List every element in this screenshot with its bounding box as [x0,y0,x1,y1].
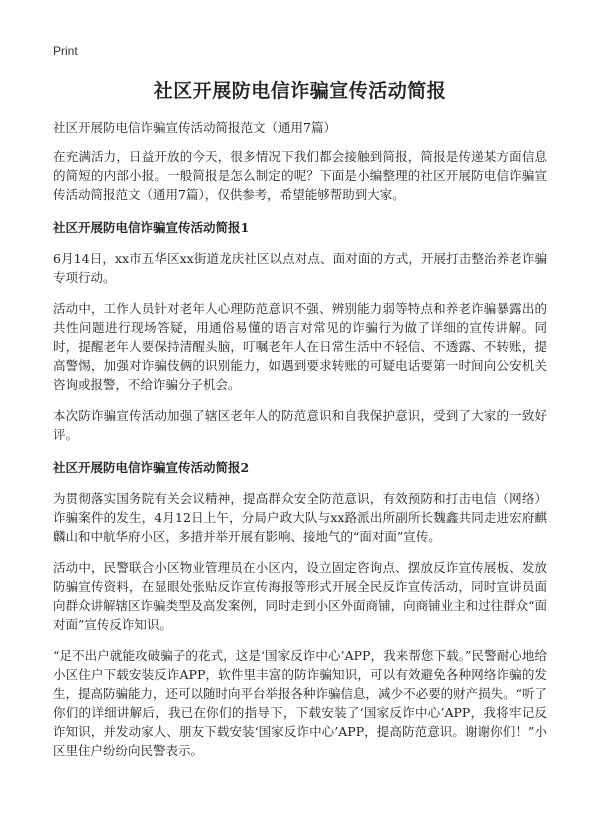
section-1-paragraph-2: 活动中，工作人员针对老年人心理防范意识不强、辨别能力弱等特点和养老诈骗暴露出的共性问题进行现场答疑，用通俗易懂的语言对常见的诈骗行为做了详细的宣传讲解。同时，提醒老年人要保持清醒头脑，叮嘱老年人在日常生活中不轻信、不透露、不转账，提高警惕，加强对诈骗伎俩的识别能力，如遇到要求转账的可疑电话要第一时间向公安机关咨询或报警，不给诈骗分子机会。 [53,301,547,392]
section-1-paragraph-3: 本次防诈骗宣传活动加强了辖区老年人的防范意识和自我保护意识，受到了大家的一致好评。 [53,408,547,442]
section-heading-1: 社区开展防电信诈骗宣传活动简报1 [53,220,250,235]
section-heading-2: 社区开展防电信诈骗宣传活动简报2 [53,460,250,475]
print-link[interactable]: Print [53,44,78,58]
article-title: 社区开展防电信诈骗宣传活动简报 [153,80,447,102]
article-subtitle: 社区开展防电信诈骗宣传活动简报范文（通用7篇） [53,120,336,135]
intro-paragraph: 在充满活力，日益开放的今天，很多情况下我们都会接触到简报，简报是传递某方面信息的简短的内部小报。一般简报是怎么制定的呢？下面是小编整理的社区开展防电信诈骗宣传活动简报范文（通用7篇），仅供参考，希望能够帮助到大家。 [53,149,547,202]
section-1-paragraph-1: 6月14日，xx市五华区xx街道龙庆社区以点对点、面对面的方式，开展打击整治养老诈骗专项行动。 [53,251,547,285]
section-2-paragraph-2: 活动中，民警联合小区物业管理员在小区内，设立固定咨询点、摆放反诈宣传展板、发放防骗宣传资料，在显眼处张贴反诈宣传海报等形式开展全民反诈宣传活动，同时宣讲员面向群众讲解辖区诈骗类型及高发案例，同时走到小区外面商铺，向商铺业主和过往群众“面对面”宣传反诈知识。 [53,560,547,632]
section-2-paragraph-3: “足不出户就能攻破骗子的花式，这是‘国家反诈中心’APP，我来帮您下载。”民警耐心地给小区住户下载安装反诈APP，软件里丰富的防诈骗知识，可以有效避免各种网络诈骗的发生，提高防骗能力，还可以随时向平台举报各种诈骗信息，减少不必要的财产损失。“听了你们的详细讲解后，我已在你们的指导下，下载安装了‘国家反诈中心’APP，我将牢记反诈知识，并发动家人、朋友下载安装‘国家反诈中心’APP，提高防范意识。谢谢你们！”小区里住户纷纷向民警表示。 [53,648,547,758]
section-2-paragraph-1: 为贯彻落实国务院有关会议精神，提高群众安全防范意识，有效预防和打击电信（网络）诈骗案件的发生，4月12日上午，分局户政大队与xx路派出所副所长魏鑫共同走进宏府麒麟山和中航华府小区，多措并举开展有影响、接地气的“面对面”宣传。 [53,491,547,544]
